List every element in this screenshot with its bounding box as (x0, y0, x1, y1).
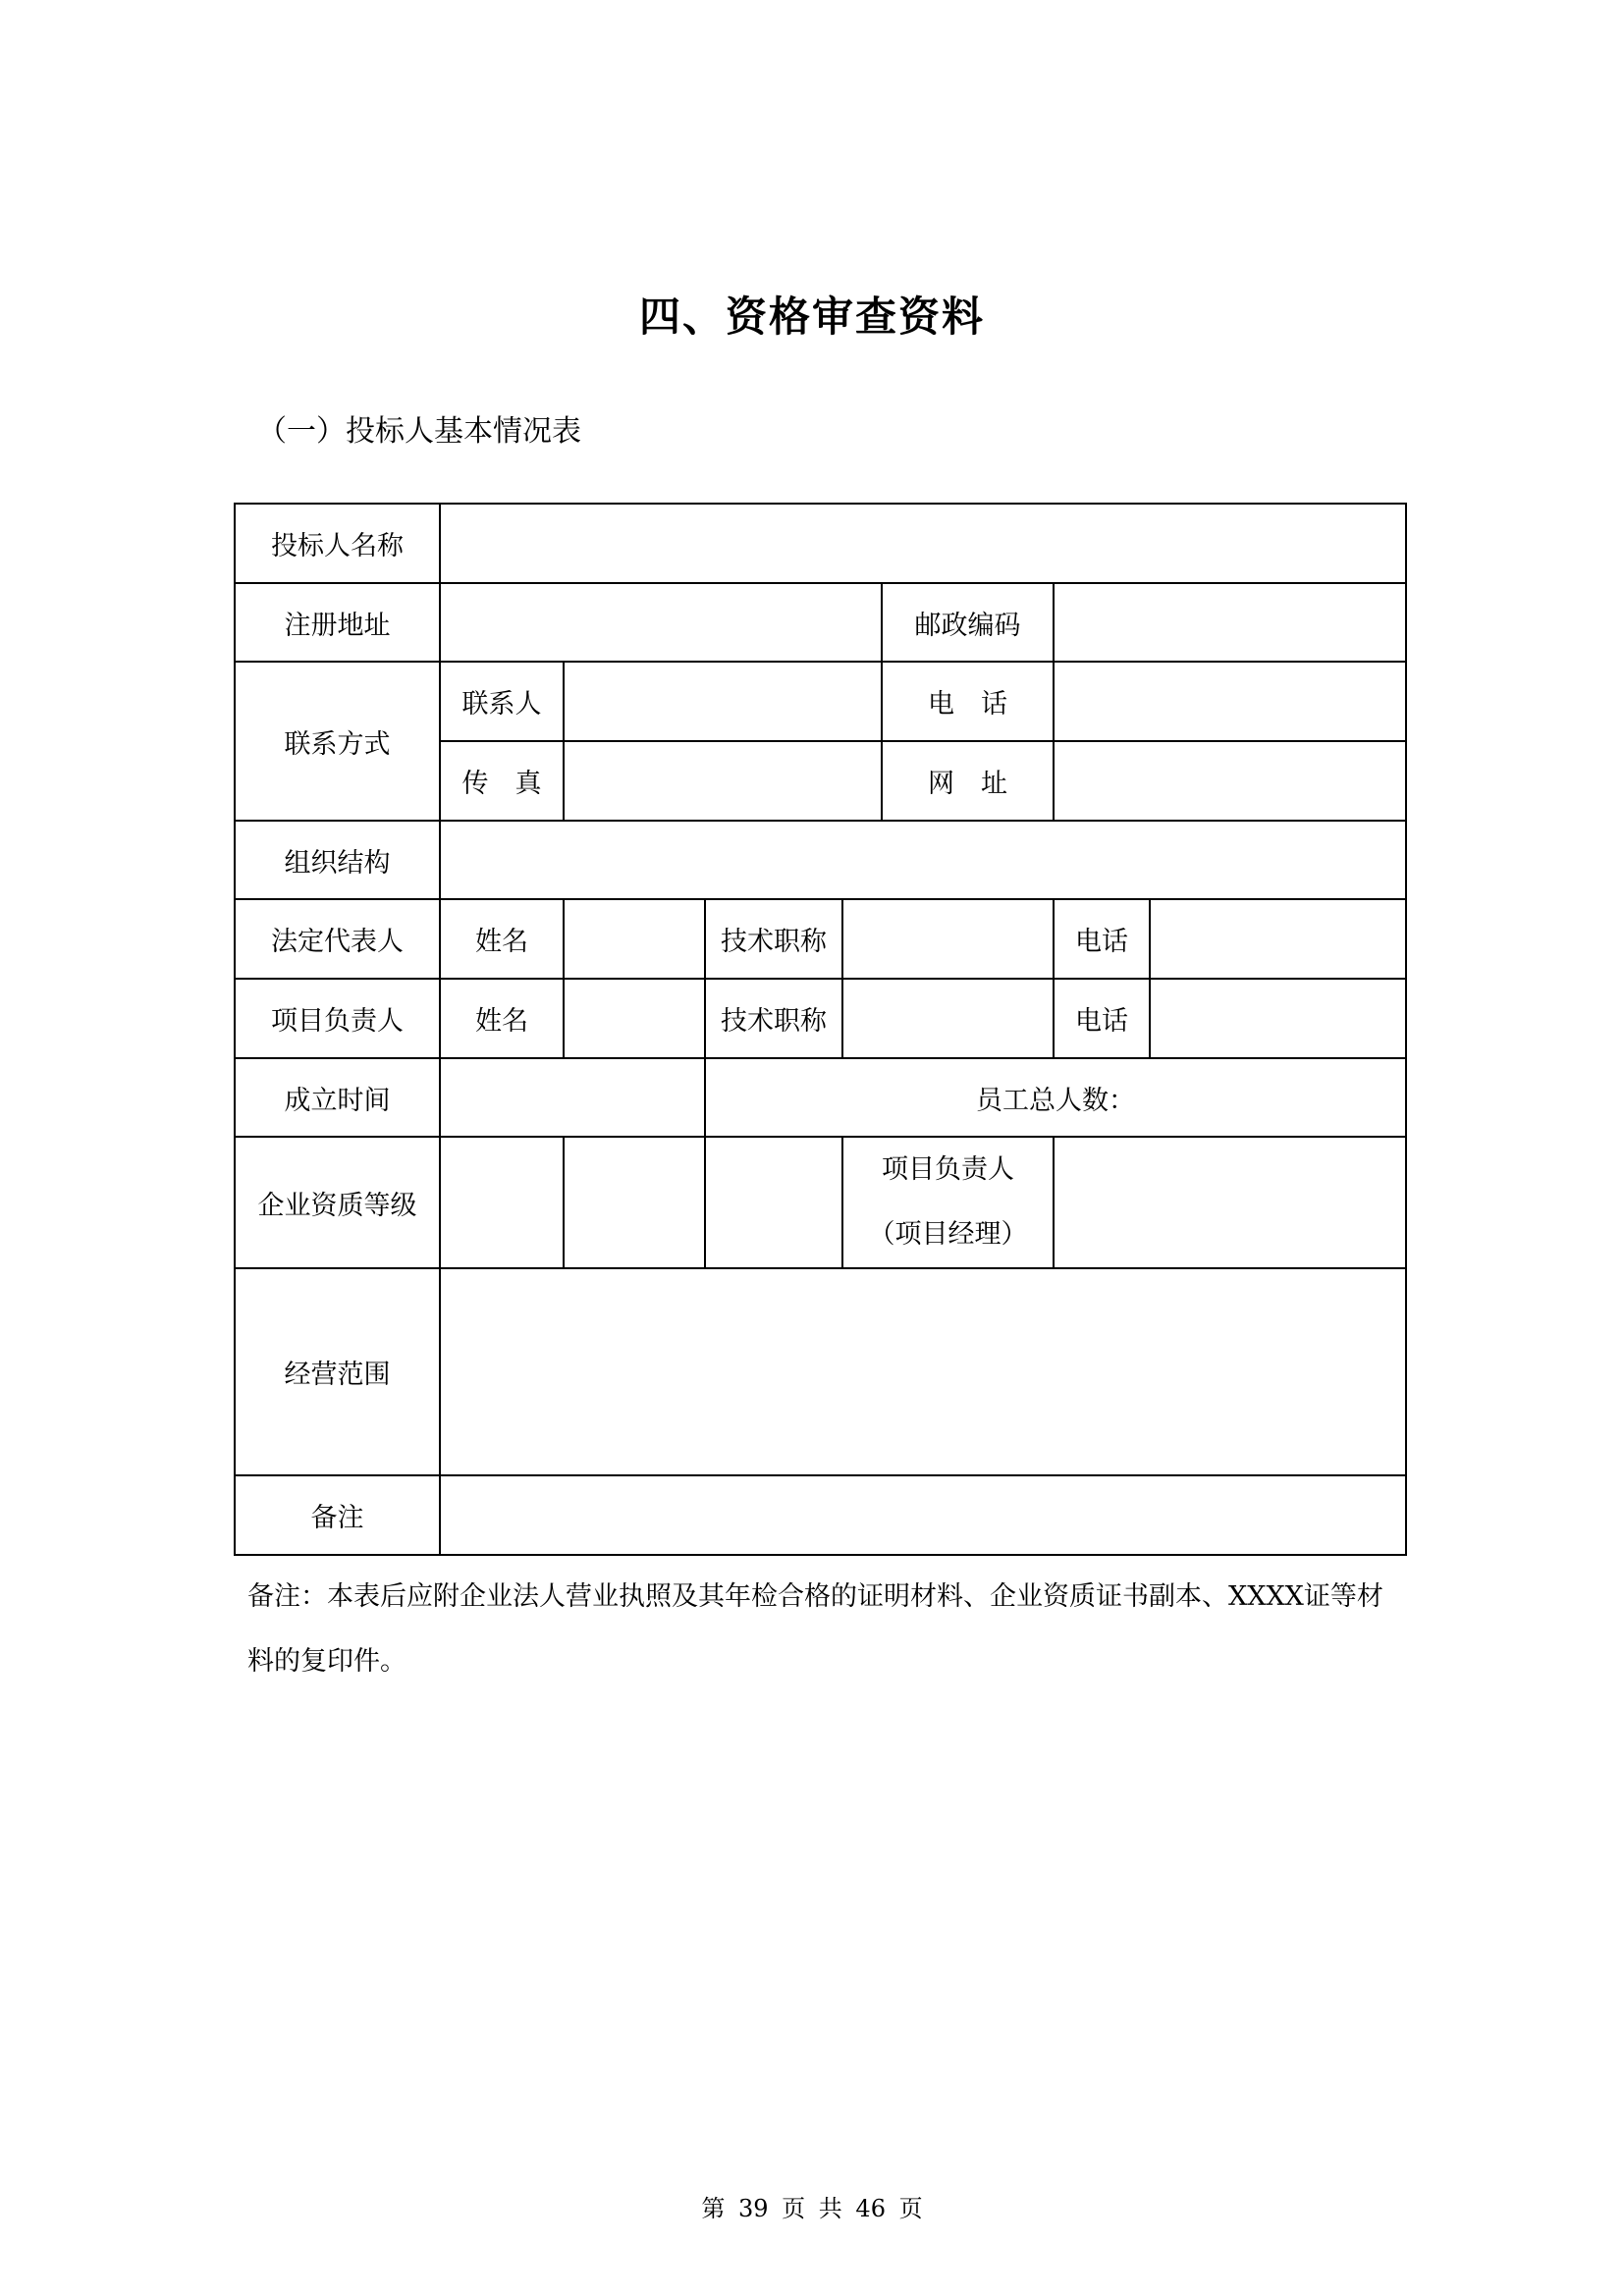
pm-field[interactable] (1054, 1137, 1406, 1268)
phone-field[interactable] (1054, 662, 1406, 741)
project-leader-name-label: 姓名 (440, 979, 564, 1058)
postcode-field[interactable] (1054, 583, 1406, 662)
page-title: 四、资格审查资料 (638, 293, 985, 341)
bidder-name-label: 投标人名称 (235, 504, 440, 583)
reg-address-field[interactable] (440, 583, 882, 662)
project-leader-tel-field[interactable] (1150, 979, 1406, 1058)
reg-address-label: 注册地址 (235, 583, 440, 662)
org-structure-label: 组织结构 (235, 821, 440, 899)
org-structure-field[interactable] (440, 821, 1406, 899)
project-leader-title-field[interactable] (842, 979, 1054, 1058)
project-leader-label: 项目负责人 (235, 979, 440, 1058)
legal-rep-name-label: 姓名 (440, 899, 564, 979)
website-field[interactable] (1054, 741, 1406, 821)
legal-rep-tel-field[interactable] (1150, 899, 1406, 979)
legal-rep-title-field[interactable] (842, 899, 1054, 979)
project-leader-tel-label: 电话 (1054, 979, 1150, 1058)
pm-label-line1: 项目负责人 (882, 1154, 1014, 1185)
bidder-info-table (234, 503, 1407, 1556)
contact-label: 联系方式 (235, 662, 440, 821)
qualification-field-2[interactable] (564, 1137, 705, 1268)
qualification-field-3[interactable] (705, 1137, 842, 1268)
fax-field[interactable] (564, 741, 882, 821)
fax-label: 传 真 (440, 741, 564, 821)
website-label: 网 址 (882, 741, 1054, 821)
qualification-field-1[interactable] (440, 1137, 564, 1268)
founded-label: 成立时间 (235, 1058, 440, 1137)
business-scope-label: 经营范围 (235, 1268, 440, 1475)
page-footer: 第 39 页 共 46 页 (701, 2195, 923, 2222)
qualification-label: 企业资质等级 (235, 1137, 440, 1268)
founded-field[interactable] (440, 1058, 705, 1137)
remarks-label: 备注 (235, 1475, 440, 1555)
postcode-label: 邮政编码 (882, 583, 1054, 662)
staff-total-label: 员工总人数： (705, 1058, 1406, 1137)
business-scope-field[interactable] (440, 1268, 1406, 1475)
pm-label-line2: （项目经理） (868, 1219, 1028, 1250)
legal-rep-tel-label: 电话 (1054, 899, 1150, 979)
phone-label: 电 话 (882, 662, 1054, 741)
project-leader-name-field[interactable] (564, 979, 705, 1058)
table-note: 备注：本表后应附企业法人营业执照及其年检合格的证明材料、企业资质证书副本、XXXX证等材料的复印件。 (247, 1581, 1383, 1677)
legal-rep-title-label: 技术职称 (705, 899, 842, 979)
contact-person-field[interactable] (564, 662, 882, 741)
contact-person-label: 联系人 (440, 662, 564, 741)
legal-rep-name-field[interactable] (564, 899, 705, 979)
bidder-name-field[interactable] (440, 504, 1406, 583)
section-subtitle: （一）投标人基本情况表 (257, 414, 581, 449)
pm-label (842, 1137, 1054, 1268)
project-leader-title-label: 技术职称 (705, 979, 842, 1058)
legal-rep-label: 法定代表人 (235, 899, 440, 979)
remarks-field[interactable] (440, 1475, 1406, 1555)
